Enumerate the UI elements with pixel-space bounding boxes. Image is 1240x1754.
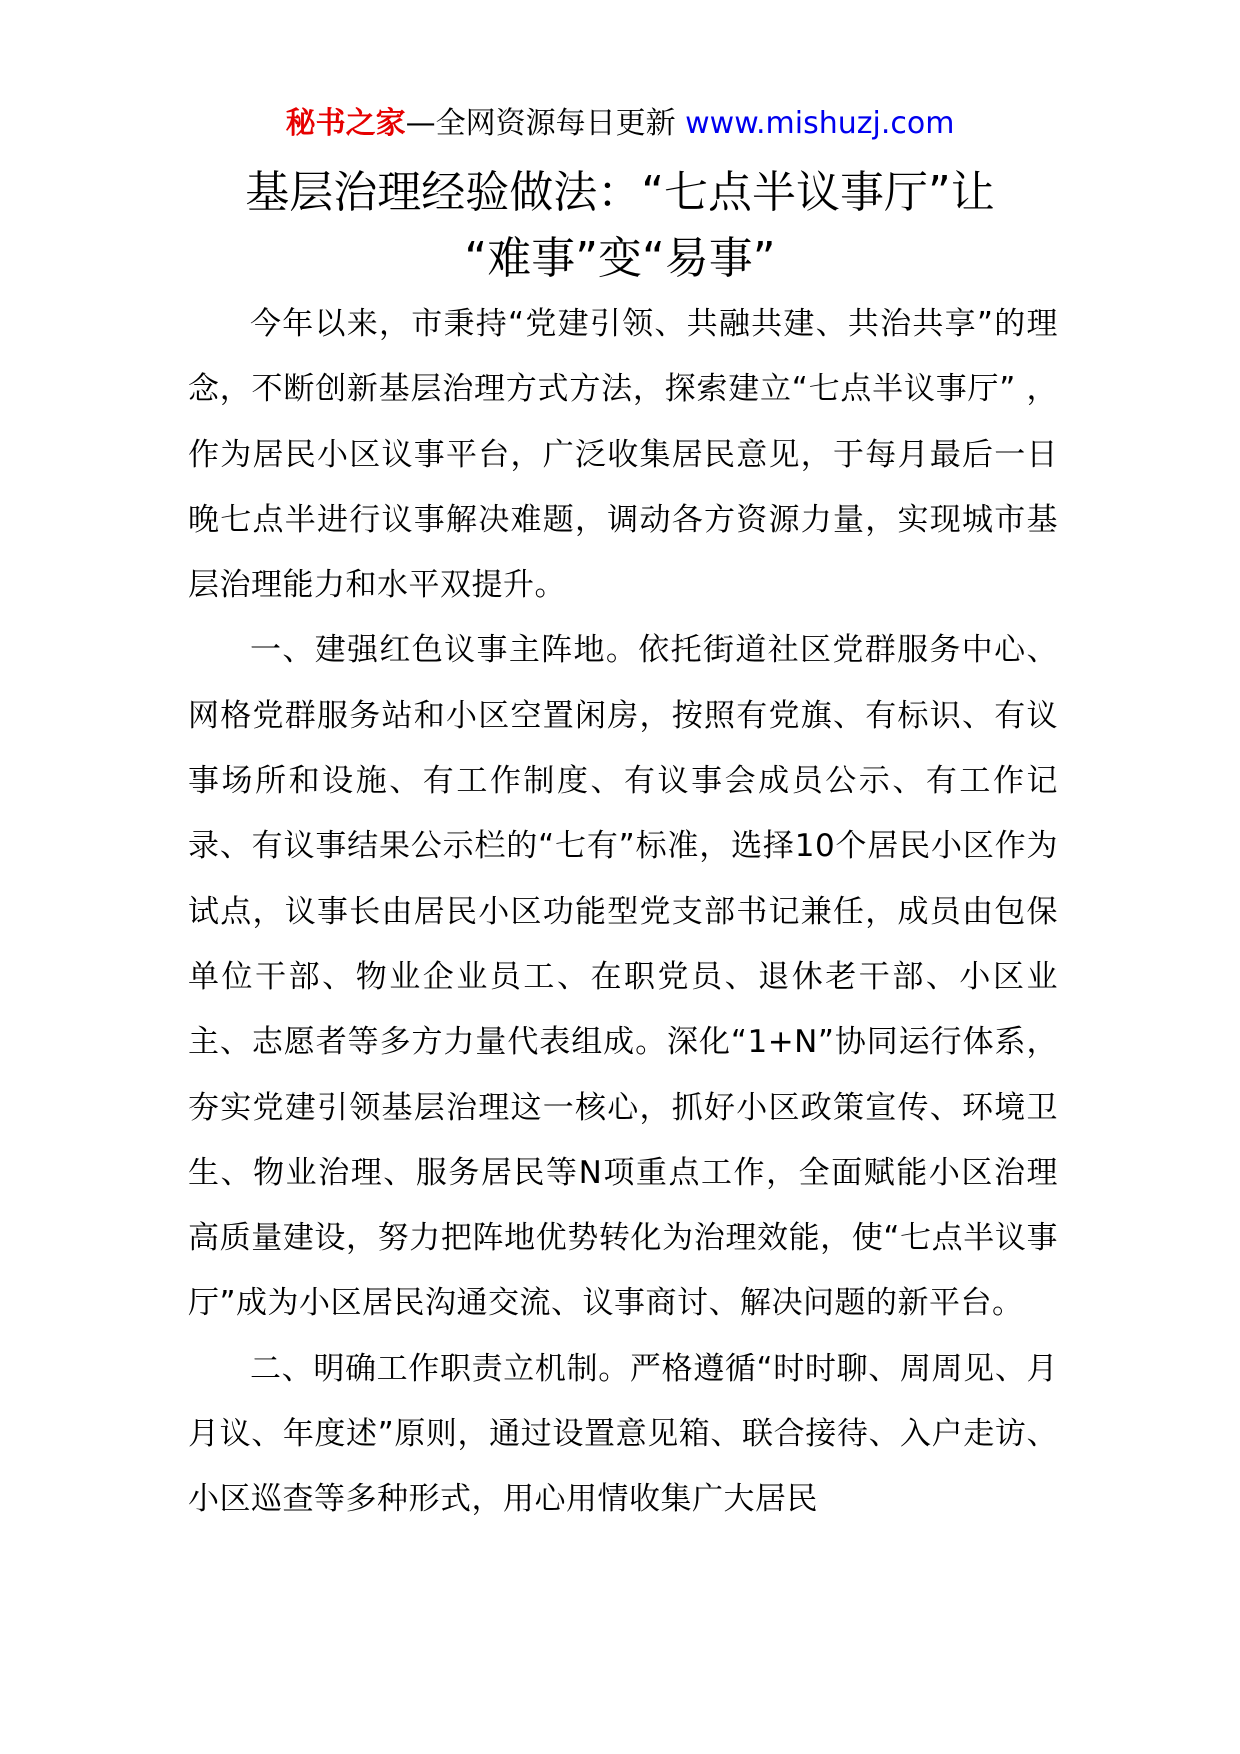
paragraph-section-2: 二、明确工作职责立机制。严格遵循“时时聊、周周见、月月议、年度述”原则，通过设置意见箱、联合接待、入户走访、小区巡查等多种形式，用心用情收集广大居民 [188,1350,1058,1518]
site-url-link[interactable]: www.mishuzj.com [685,106,955,141]
paragraph-section-1: 一、建强红色议事主阵地。依托街道社区党群服务中心、网格党群服务站和小区空置闲房，按照有党旗、有标识、有议事场所和设施、有工作制度、有议事会成员公示、有工作记录、有议事结果公示栏的“七有”标准，选择10个居民小区作为试点，议事长由居民小区功能型党支部书记兼任，成员由包保单位干部、物业企业员工、在职党员、退休老干部、小区业主、志愿者等多方力量代表组成。深化“1+N”协同运行体系，夯实党建引领基层治理这一核心，抓好小区政策宣传、环境卫生、物业治理、服务居民等N项重点工作，全面赋能小区治理高质量建设，努力把阵地优势转化为治理效能，使“七点半议事厅”成为小区居民沟通交流、议事商讨、解决问题的新平台。 [188,632,1058,1322]
site-header [0,100,1240,148]
document-title [180,160,1060,292]
title-line-2: “难事”变“易事” [464,233,776,284]
document-body [188,292,1058,1533]
paragraph-intro: 今年以来，市秉持“党建引领、共融共建、共治共享”的理念，不断创新基层治理方式方法，探索建立“七点半议事厅” ，作为居民小区议事平台，广泛收集居民意见，于每月最后一日晚七点半进行议事解决难题，调动各方资源力量，实现城市基层治理能力和水平双提升。 [188,306,1058,604]
site-brand: 秘书之家 [285,106,406,141]
site-tagline: —全网资源每日更新 [405,106,686,141]
title-line-1: 基层治理经验做法：“七点半议事厅”让 [245,167,995,218]
